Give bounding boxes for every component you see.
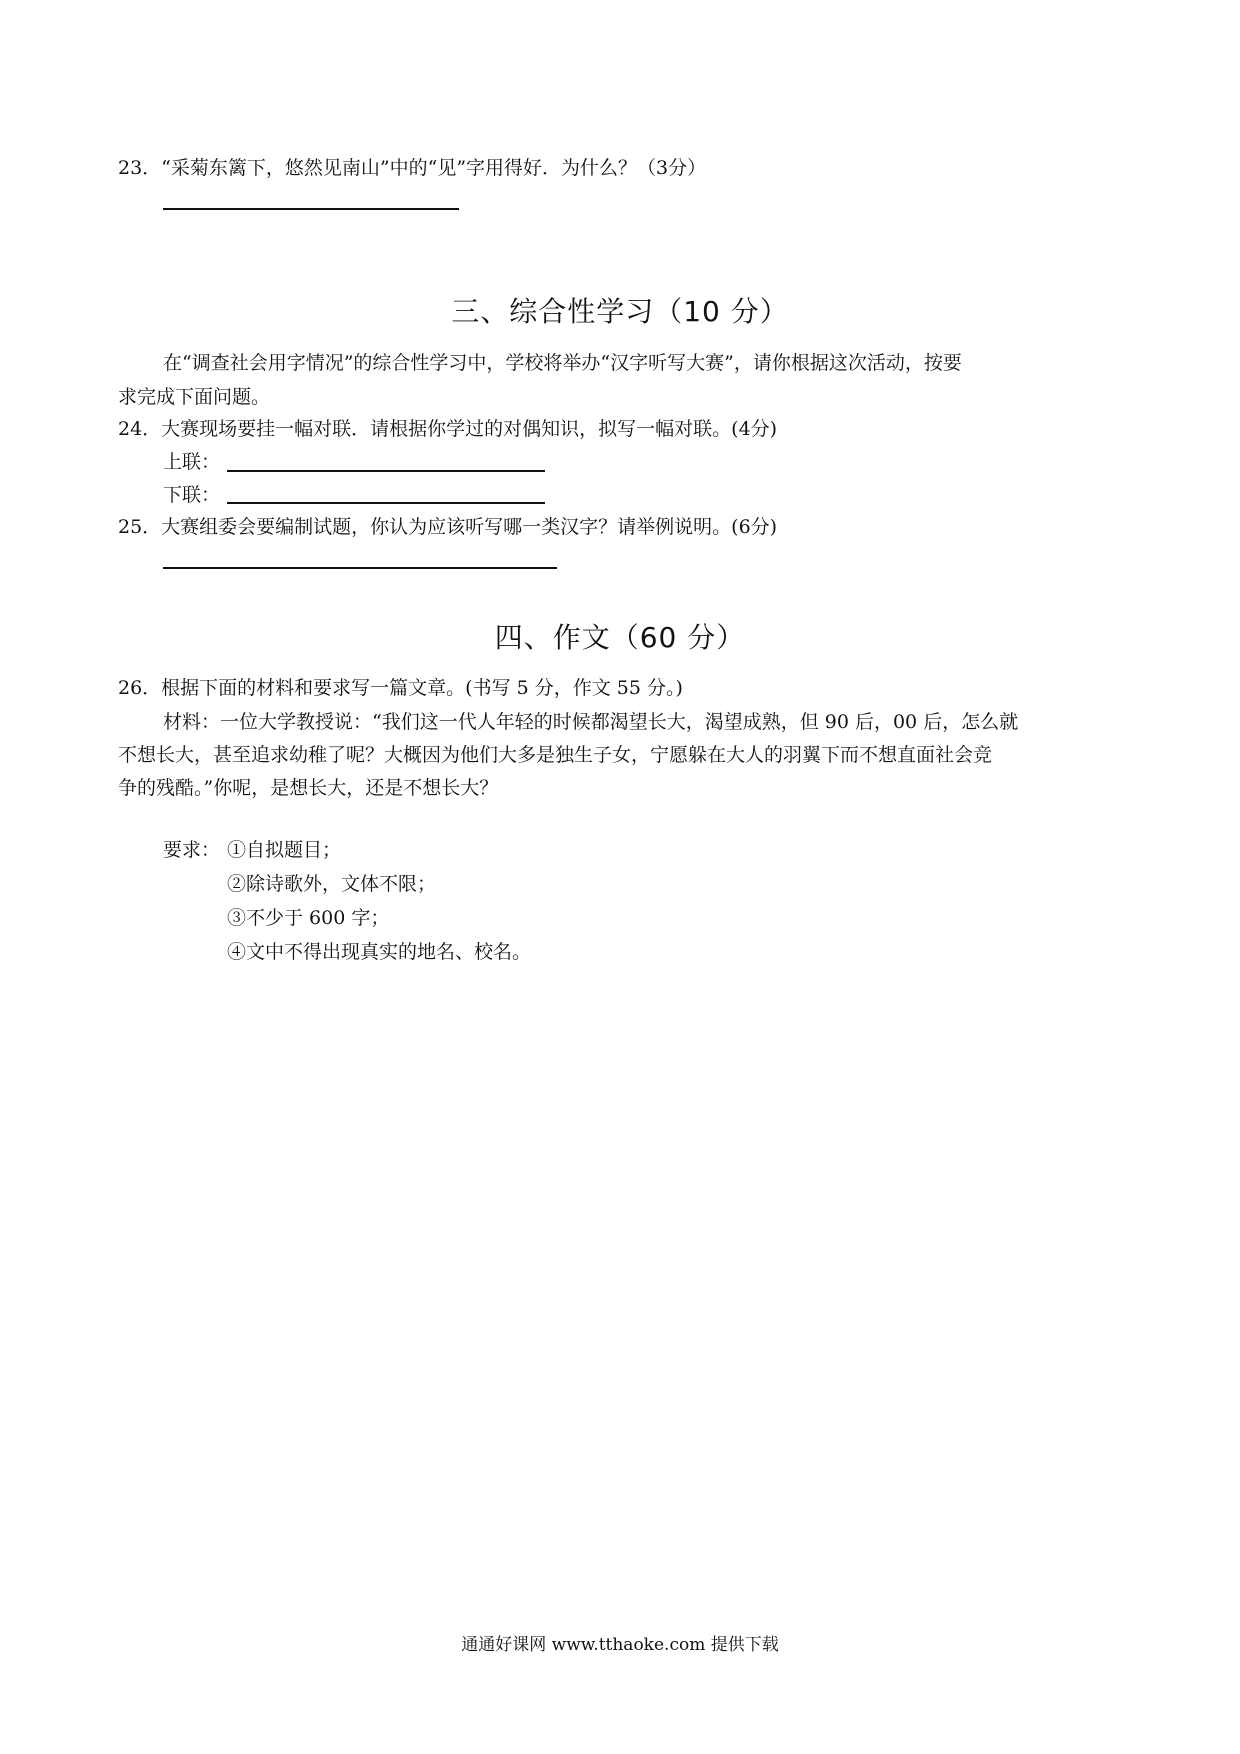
material-line-1: 材料：一位大学教授说：“我们这一代人年轻的时候都渴望长大，渴望成熟，但 90 后，00 后，怎么就 [163,711,1019,733]
question-26: 26．根据下面的材料和要求写一篇文章。(书写 5 分，作文 55 分。) [118,677,683,699]
section-3-title: 三、综合性学习（10 分） [451,295,789,328]
lower-couplet-line[interactable] [227,502,545,504]
requirements-label: 要求： [163,839,221,861]
question-24: 24．大赛现场要挂一幅对联．请根据你学过的对偶知识，拟写一幅对联。(4分) [118,418,778,440]
question-23: 23．“采菊东篱下，悠然见南山”中的“见”字用得好．为什么？（3分） [118,157,707,179]
requirement-item: ④文中不得出现真实的地名、校名。 [227,941,532,963]
requirement-item: ③不少于 600 字； [227,907,390,929]
answer-line-25[interactable] [163,567,557,569]
material-line-2: 不想长大，甚至追求幼稚了呢？大概因为他们大多是独生子女，宁愿躲在大人的羽翼下而不想直面社会竞 [118,744,993,766]
answer-line-23[interactable] [163,208,459,210]
upper-couplet-line[interactable] [227,470,545,472]
upper-couplet-label: 上联： [163,451,221,473]
requirement-item: ①自拟题目； [227,839,342,861]
section-4-title: 四、作文（60 分） [494,621,746,654]
lower-couplet-label: 下联： [163,484,221,506]
page-footer: 通通好课网 www.tthaoke.com 提供下载 [461,1635,779,1655]
requirement-item: ②除诗歌外，文体不限； [227,873,437,895]
section-3-intro-line-1: 在“调查社会用字情况”的综合性学习中，学校将举办“汉字听写大赛”，请你根据这次活动，按要 [163,352,962,374]
section-3-intro-line-2: 求完成下面问题。 [118,386,271,408]
material-line-3: 争的残酷。”你呢，是想长大，还是不想长大？ [118,777,499,799]
question-25: 25．大赛组委会要编制试题，你认为应该听写哪一类汉字？请举例说明。(6分) [118,516,778,538]
